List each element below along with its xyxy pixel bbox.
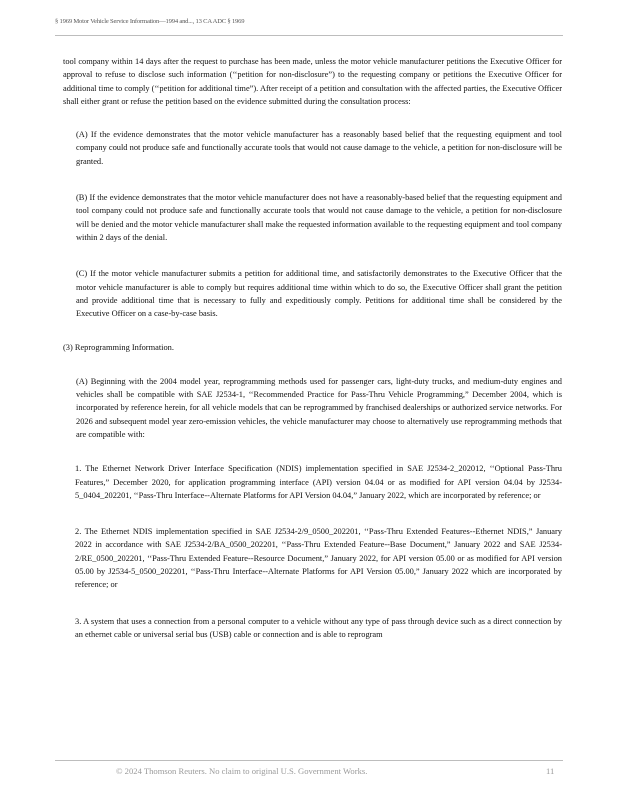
list-item-1: 1. The Ethernet Network Driver Interface Specification (NDIS) implementation specified in SAE J2534-2_202012, ‘‘Optional Pass-Thru Features,” December 2020, for application programming interface (API) version 04.04 or as modified for API version 04.04 by J2534-5_0404_202201, ‘‘Pass-Thru Interface--Alternate Platforms for API Version 04.04,” January 2022, which are incorporated by reference; or [75,464,562,500]
section-3-heading: (3) Reprogramming Information. [63,343,174,353]
list-item-2: 2. The Ethernet NDIS implementation specified in SAE J2534-2/9_0500_202201, ‘‘Pass-Thru Extended Features--Ethernet NDIS,” January 2022 in accordance with SAE J2534-2/BA_0500_202201, ‘‘Pass-Thru Extended Feature--Base Document,” January 2022 and SAE J2534-2/RE_0500_202201, ‘‘Pass-Thru Extended Feature--Resource Document,” January 2022, for API version 05.00 or as modified for API version 05.00 by J2534-5_0500_202201, ‘‘Pass-Thru Interface--Alternate Platforms for API Version 05.00,” January 2022 which are incorporated by reference; or [75,527,562,590]
copyright-notice: © 2024 Thomson Reuters. No claim to original U.S. Government Works. [116,766,368,776]
page-number: 11 [546,766,555,776]
paragraph-b: (B) If the evidence demonstrates that the motor vehicle manufacturer does not have a reasonably-based belief that the requesting equipment and tool company could not produce safe and functionally accurate tools that would not cause damage to the vehicle, a petition for non-disclosure will be denied and the motor vehicle manufacturer shall make the requested information available to the requesting equipment and tool company within 2 days of the denial. [76,193,562,242]
paragraph-a: (A) If the evidence demonstrates that the motor vehicle manufacturer has a reasonably based belief that the requesting equipment and tool company could not produce safe and functionally accurate tools that would not cause damage to the vehicle, a petition for non-disclosure will be granted. [76,130,562,166]
paragraph-3a: (A) Beginning with the 2004 model year, reprogramming methods used for passenger cars, light-duty trucks, and medium-duty engines and vehicles shall be compatible with SAE J2534-1, ‘‘Recommended Practice for Pass-Thru Vehicle Programming,” December 2004, which is incorporated by reference herein, for all vehicle models that can be reprogrammed by franchised dealerships or authorized service networks. For 2026 and subsequent model year zero-emission vehicles, the vehicle manufacturer may choose to alternatively use reprogramming methods that are compatible with: [76,376,562,439]
footer-divider [55,760,563,761]
paragraph-c: (C) If the motor vehicle manufacturer submits a petition for additional time, and satisfactorily demonstrates to the Executive Officer that the motor vehicle manufacturer is able to comply but requires additional time within which to do so, the Executive Officer shall grant the petition and provide additional time that is necessary to fully and expeditiously comply. Petitions for additional time shall be considered by the Executive Officer on a case-by-case basis. [76,269,562,319]
header-divider [55,35,563,36]
document-body [63,55,562,641]
list-item-3: 3. A system that uses a connection from a personal computer to a vehicle without any type of pass through device such as a direct connection by an ethernet cable or universal serial bus (USB) cable or connection and is able to reprogram [75,616,562,639]
intro-paragraph: tool company within 14 days after the request to purchase has been made, unless the motor vehicle manufacturer petitions the Executive Officer for approval to refuse to disclose such information (‘‘petition for non-disclosure”) to the requesting company or petitions the Executive Officer for additional time to comply (‘‘petition for additional time”). After receipt of a petition and consultation with the affected parties, the Executive Officer shall either grant or refuse the petition based on the evidence submitted during the consultation process: [63,57,562,106]
running-head: § 1969 Motor Vehicle Service Information—1994 and..., 13 CA ADC § 1969 [55,18,245,25]
